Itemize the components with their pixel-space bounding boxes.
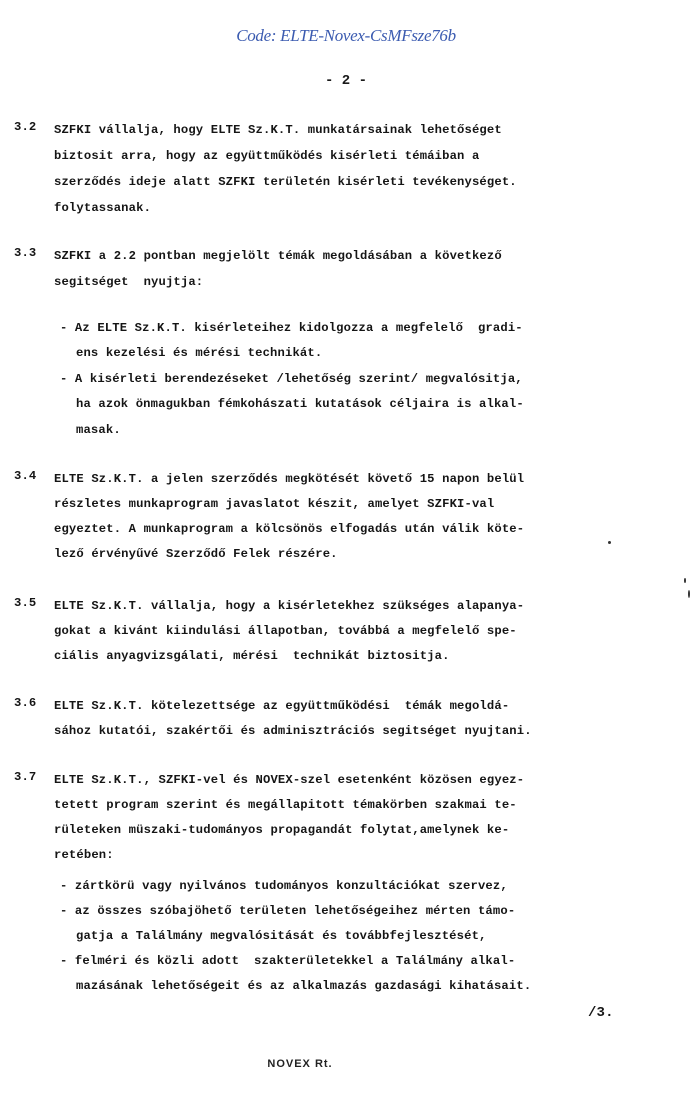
bullet-item: - A kisérleti berendezéseket /lehetőség szerint/ megvalósitja, bbox=[60, 372, 523, 386]
bullet-item-continuation: gatja a Találmány megvalósitását és továbbfejlesztését, bbox=[76, 929, 487, 943]
paragraph-line: részletes munkaprogram javaslatot készit, amelyet SZFKI-val bbox=[54, 497, 495, 511]
bullet-item: - az összes szóbajöhető területen lehetőségeihez mérten támo- bbox=[60, 904, 516, 918]
paragraph-line: segitséget nyujtja: bbox=[54, 275, 204, 289]
paragraph-line: retében: bbox=[54, 848, 114, 862]
bullet-item: - zártkörü vagy nyilvános tudományos konzultációkat szervez, bbox=[60, 879, 508, 893]
section-3-5 bbox=[14, 596, 684, 680]
paragraph-line: ELTE Sz.K.T. a jelen szerződés megkötését követő 15 napon belül bbox=[54, 472, 525, 486]
scan-speck bbox=[684, 578, 686, 583]
bullet-item-continuation: ha azok önmagukban fémkohászati kutatások céljaira is alkal- bbox=[76, 397, 524, 411]
bullet-item-continuation: masak. bbox=[76, 423, 121, 437]
paragraph-line: egyeztet. A munkaprogram a kölcsönös elfogadás után válik köte- bbox=[54, 522, 525, 536]
section-number: 3.4 bbox=[14, 469, 37, 483]
paragraph-line: gokat a kivánt kiindulási állapotban, továbbá a megfelelő spe- bbox=[54, 624, 517, 638]
paragraph-line: SZFKI a 2.2 pontban megjelölt témák megoldásában a következő bbox=[54, 249, 502, 263]
paragraph-line: ELTE Sz.K.T. kötelezettsége az együttműködési témák megoldá- bbox=[54, 699, 510, 713]
section-number: 3.5 bbox=[14, 596, 37, 610]
bullet-item-continuation: mazásának lehetőségeit és az alkalmazás gazdasági kihatásait. bbox=[76, 979, 532, 993]
paragraph-line: tetett program szerint és megállapitott témakörben szakmai te- bbox=[54, 798, 517, 812]
continuation-marker: /3. bbox=[588, 1005, 614, 1021]
scan-speck bbox=[688, 590, 690, 598]
paragraph-line: ciális anyagvizsgálati, mérési technikát biztositja. bbox=[54, 649, 450, 663]
bullet-item: - felméri és közli adott szakterületekkel a Találmány alkal- bbox=[60, 954, 516, 968]
section-number: 3.2 bbox=[14, 120, 37, 134]
section-3-7 bbox=[14, 770, 684, 993]
paragraph-line: folytassanak. bbox=[54, 201, 152, 215]
scan-speck bbox=[608, 541, 611, 544]
paragraph-line: SZFKI vállalja, hogy ELTE Sz.K.T. munkatársainak lehetőséget bbox=[54, 123, 502, 137]
bullet-item-continuation: ens kezelési és mérési technikát. bbox=[76, 346, 323, 360]
page-number: - 2 - bbox=[324, 73, 367, 89]
section-3-4 bbox=[14, 469, 684, 567]
section-3-3 bbox=[14, 246, 684, 437]
section-number: 3.6 bbox=[14, 696, 37, 710]
paragraph-line: szerződés ideje alatt SZFKI területén kisérleti tevékenységet. bbox=[54, 175, 517, 189]
bullet-item: - Az ELTE Sz.K.T. kisérleteihez kidolgozza a megfelelő gradi- bbox=[60, 321, 523, 335]
paragraph-line: biztosit arra, hogy az együttműködés kisérleti témáiban a bbox=[54, 149, 480, 163]
paragraph-line: ELTE Sz.K.T. vállalja, hogy a kisérletekhez szükséges alapanya- bbox=[54, 599, 525, 613]
section-number: 3.7 bbox=[14, 770, 37, 784]
footer-company-name: NOVEX Rt. bbox=[267, 1058, 333, 1070]
section-3-6 bbox=[14, 696, 684, 766]
paragraph-line: lező érvényűvé Szerződő Felek részére. bbox=[54, 547, 338, 561]
section-number: 3.3 bbox=[14, 246, 37, 260]
paragraph-line: rületeken müszaki-tudományos propagandát folytat,amelynek ke- bbox=[54, 823, 510, 837]
paragraph-line: ELTE Sz.K.T., SZFKI-vel és NOVEX-szel esetenként közösen egyez- bbox=[54, 773, 525, 787]
document-code-header: Code: ELTE-Novex-CsMFsze76b bbox=[236, 26, 456, 45]
paragraph-line: sához kutatói, szakértői és adminisztrációs segitséget nyujtani. bbox=[54, 724, 532, 738]
section-3-2 bbox=[14, 120, 684, 218]
